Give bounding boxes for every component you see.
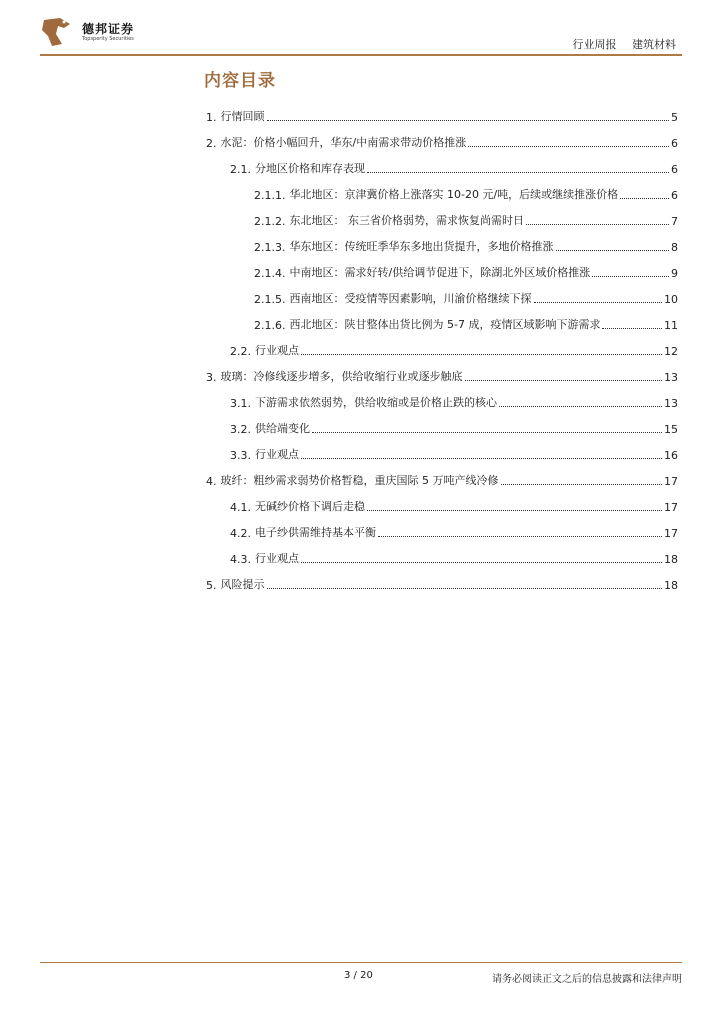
toc-entry-number: 2.1.1. (254, 189, 286, 202)
toc-entry-page: 10 (664, 293, 678, 306)
toc-entry-text: 无碱纱价格下调后走稳 (255, 500, 365, 513)
toc-entry-text: 玻纤：粗纱需求弱势价格暂稳，重庆国际 5 万吨产线冷修 (220, 474, 499, 487)
toc-entry-text: 东北地区： 东三省价格弱势，需求恢复尚需时日 (289, 214, 524, 227)
toc-entry[interactable] (230, 416, 678, 436)
toc-leader-dots (526, 223, 669, 225)
toc-entry[interactable] (230, 520, 678, 540)
toc-entry-text: 西南地区：受疫情等因素影响，川渝价格继续下探 (289, 292, 532, 305)
toc-entry-number: 3.3. (230, 449, 251, 462)
toc-entry-text: 中南地区：需求好转/供给调节促进下，除湖北外区域价格推涨 (289, 266, 591, 279)
toc-leader-dots (301, 457, 662, 459)
toc-entry-number: 4.1. (230, 501, 251, 514)
toc-entry-page: 6 (671, 189, 678, 202)
toc-leader-dots (267, 587, 663, 589)
toc-entry-text: 华北地区：京津冀价格上涨落实 10-20 元/吨，后续或继续推涨价格 (289, 188, 619, 201)
toc-entry-text: 水泥：价格小幅回升，华东/中南需求带动价格推涨 (220, 136, 467, 149)
toc-entry-page: 8 (671, 241, 678, 254)
toc-entry-number: 2.1.3. (254, 241, 286, 254)
toc-leader-dots (534, 301, 663, 303)
toc-entry[interactable] (254, 182, 678, 202)
toc-leader-dots (301, 353, 662, 355)
toc-entry-page: 13 (664, 397, 678, 410)
toc-leader-dots (468, 145, 669, 147)
toc-entry-page: 17 (664, 475, 678, 488)
toc-entry-page: 18 (664, 579, 678, 592)
toc-entry-page: 15 (664, 423, 678, 436)
toc-entry-number: 4. (206, 475, 217, 488)
toc-entry-number: 2.2. (230, 345, 251, 358)
toc-leader-dots (301, 561, 662, 563)
toc-title: 内容目录 (204, 71, 276, 91)
toc-entry-number: 3. (206, 371, 217, 384)
toc-entry-text: 玻璃：冷修线逐步增多，供给收缩行业或逐步触底 (220, 370, 463, 383)
toc-entry-page: 16 (664, 449, 678, 462)
toc-entry-text: 下游需求依然弱势，供给收缩或是价格止跌的核心 (255, 396, 497, 409)
toc-entry-text: 风险提示 (220, 578, 265, 591)
toc-entry[interactable] (230, 338, 678, 358)
toc-entry-page: 5 (671, 111, 678, 124)
toc-entry-number: 2.1.4. (254, 267, 286, 280)
toc-entry[interactable] (206, 572, 678, 592)
disclaimer-note: 请务必阅读正文之后的信息披露和法律声明 (492, 974, 682, 985)
toc-leader-dots (592, 275, 669, 277)
toc-entry-text: 行业观点 (255, 344, 299, 357)
report-type: 行业周报 (572, 38, 617, 51)
toc-entry-number: 4.3. (230, 553, 251, 566)
toc-leader-dots (312, 431, 662, 433)
toc-entry-text: 分地区价格和库存表现 (255, 162, 365, 175)
toc-leader-dots (267, 119, 670, 121)
toc-entry-page: 17 (664, 501, 678, 514)
header-labels (573, 36, 677, 52)
toc-entry-number: 2.1.2. (254, 215, 286, 228)
sector-label: 建筑材料 (632, 38, 676, 51)
toc-entry[interactable] (206, 468, 678, 488)
toc-entry-number: 2.1.5. (254, 293, 286, 306)
toc-entry[interactable] (254, 234, 678, 254)
toc-entry-text: 西北地区：陕甘整体出货比例为 5-7 成，疫情区域影响下游需求 (289, 318, 601, 331)
toc-leader-dots (620, 197, 669, 199)
page-header (40, 14, 682, 54)
company-name-en: Topsperity Securities (82, 36, 134, 42)
page-indicator: 3 / 20 (344, 970, 373, 981)
toc-entry-number: 3.2. (230, 423, 251, 436)
toc-entry-text: 电子纱供需维持基本平衡 (255, 526, 376, 539)
toc-entry-text: 供给端变化 (255, 422, 310, 435)
toc-entry[interactable] (254, 260, 678, 280)
toc-entry[interactable] (206, 130, 678, 150)
toc-entry-number: 2.1.6. (254, 319, 286, 332)
toc-entry[interactable] (230, 442, 678, 462)
toc-entry-number: 2.1. (230, 163, 251, 176)
footer-divider (40, 962, 682, 963)
toc-leader-dots (378, 535, 662, 537)
company-logo-icon (40, 16, 74, 48)
toc-entry[interactable] (254, 286, 678, 306)
toc-entry-text: 华东地区：传统旺季华东多地出货提升，多地价格推涨 (289, 240, 554, 253)
toc-entry[interactable] (230, 494, 678, 514)
toc-entry[interactable] (206, 104, 678, 124)
toc-entry-text: 行业观点 (255, 552, 299, 565)
toc-entry-page: 11 (664, 319, 678, 332)
toc-entry-text: 行业观点 (255, 448, 299, 461)
toc-entry[interactable] (206, 364, 678, 384)
toc-entry-number: 4.2. (230, 527, 251, 540)
toc-entry[interactable] (254, 208, 678, 228)
toc-entry-page: 18 (664, 553, 678, 566)
toc-entry-page: 7 (671, 215, 678, 228)
company-logo (40, 16, 180, 48)
toc-leader-dots (465, 379, 663, 381)
toc-leader-dots (367, 171, 669, 173)
toc-leader-dots (602, 327, 662, 329)
toc-leader-dots (367, 509, 662, 511)
toc-entry-page: 13 (664, 371, 678, 384)
toc-entry-number: 1. (206, 111, 217, 124)
toc-entry-page: 6 (671, 137, 678, 150)
company-name-cn: 德邦证券 (82, 22, 135, 36)
toc-entry-text: 行情回顾 (220, 110, 265, 123)
toc-entry-page: 6 (671, 163, 678, 176)
toc-entry-page: 17 (664, 527, 678, 540)
toc-entry-number: 3.1. (230, 397, 251, 410)
toc-entry[interactable] (230, 156, 678, 176)
toc-leader-dots (499, 405, 662, 407)
toc-leader-dots (556, 249, 670, 251)
toc-entry[interactable] (254, 312, 678, 332)
toc-leader-dots (501, 483, 663, 485)
toc-entry[interactable] (230, 390, 678, 410)
toc-entry-page: 9 (671, 267, 678, 280)
header-divider (40, 54, 682, 56)
toc-entry[interactable] (230, 546, 678, 566)
toc-entry-number: 5. (206, 579, 217, 592)
toc-entry-page: 12 (664, 345, 678, 358)
toc-entry-number: 2. (206, 137, 217, 150)
